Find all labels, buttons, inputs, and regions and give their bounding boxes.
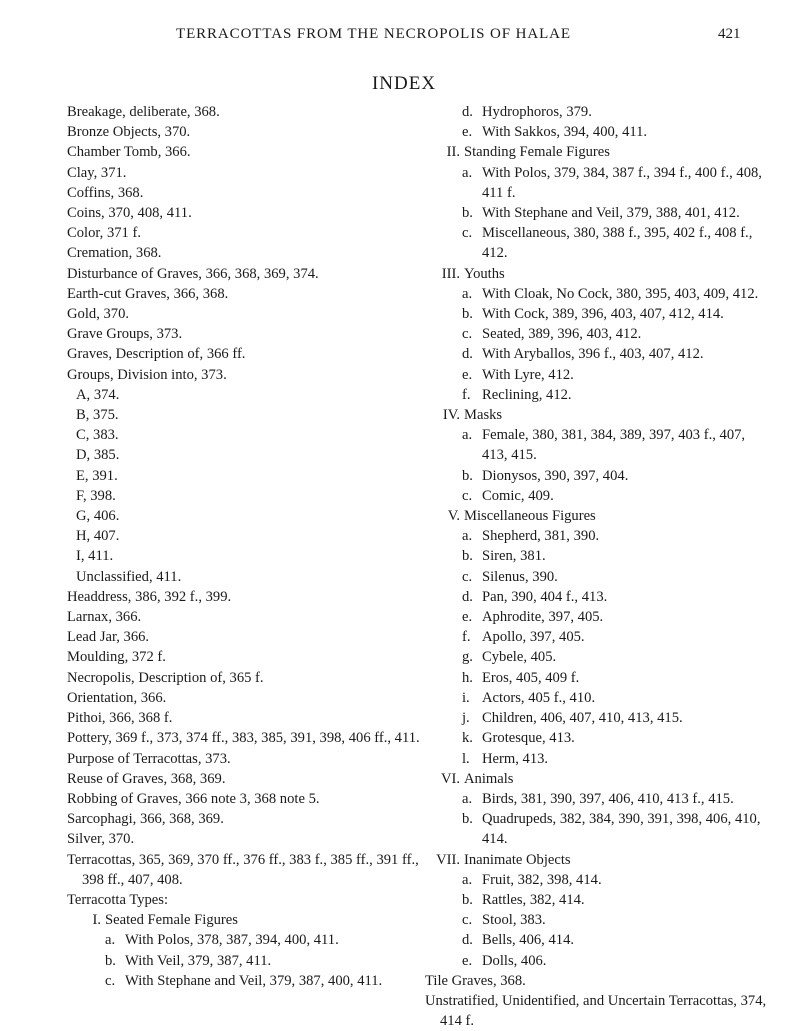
subentry-letter: a. (462, 427, 473, 444)
subentry-text: Comic, 409. (482, 487, 554, 504)
subentry-text: Children, 406, 407, 410, 413, 415. (482, 710, 683, 727)
subentry-text: Hydrophoros, 379. (482, 104, 592, 120)
subentry-letter: b. (462, 467, 473, 484)
subentry-letter: a. (462, 790, 473, 807)
index-group-entry: A, 374. (76, 386, 120, 403)
subentry-letter: k. (462, 730, 473, 747)
subentry-letter: c. (462, 568, 473, 585)
index-group-entry: D, 385. (76, 447, 120, 464)
page-number: 421 (718, 26, 741, 42)
index-right-column (425, 102, 770, 1031)
subentry-text: Pan, 390, 404 f., 413. (482, 588, 608, 605)
index-entry: Pithoi, 366, 368 f. (67, 710, 173, 727)
index-entry: Reuse of Graves, 368, 369. (67, 770, 226, 787)
subentry-text: With Sakkos, 394, 400, 411. (482, 124, 648, 141)
index-subentry (425, 930, 770, 950)
index-group-entry: E, 391. (76, 467, 118, 484)
index-entry: Gold, 370. (67, 306, 130, 323)
subentry-text: Herm, 413. (482, 750, 549, 767)
category-numeral: IV. (442, 407, 460, 424)
index-entry: Grave Groups, 373. (67, 326, 183, 343)
subentry-text: Bells, 406, 414. (482, 932, 575, 949)
index-subentry (425, 526, 770, 546)
subentry-letter: d. (462, 104, 473, 120)
index-entry: Silver, 370. (67, 831, 135, 848)
category-label: Seated Female Figures (105, 912, 238, 929)
index-group-entry: B, 375. (76, 407, 119, 424)
index-subentry (425, 951, 770, 971)
subentry-text: Grotesque, 413. (482, 730, 575, 747)
index-subentry (425, 324, 770, 344)
category-label: Youths (464, 265, 505, 282)
index-subentry (425, 567, 770, 587)
category-label: Masks (464, 407, 503, 424)
subentry-text: With Cloak, No Cock, 380, 395, 403, 409, 412. (482, 285, 759, 302)
index-subentry (425, 627, 770, 647)
subentry-text: Aphrodite, 397, 405. (482, 609, 604, 626)
index-category (425, 506, 770, 526)
subentry-text: Dionysos, 390, 397, 404. (482, 467, 629, 484)
subentry-text: Birds, 381, 390, 397, 406, 410, 413 f., 415. (482, 790, 734, 807)
index-entry: Coffins, 368. (67, 184, 144, 201)
subentry-text: With Cock, 389, 396, 403, 407, 412, 414. (482, 306, 724, 323)
index-category (425, 850, 770, 870)
index-group-entry: Unclassified, 411. (76, 568, 182, 585)
subentry-letter: a. (462, 164, 473, 181)
index-entry: Tile Graves, 368. (425, 972, 526, 989)
index-entry: Cremation, 368. (67, 245, 162, 262)
subentry-text: Shepherd, 381, 390. (482, 528, 600, 545)
subentry-letter: e. (462, 366, 473, 383)
index-subentry (425, 708, 770, 728)
subentry-letter: d. (462, 932, 473, 949)
subentry-letter: c. (462, 912, 473, 929)
index-subentry (425, 749, 770, 769)
index-subentry (425, 102, 770, 122)
subentry-text: Dolls, 406. (482, 952, 547, 969)
subentry-text: Female, 380, 381, 384, 389, 397, 403 f., 407, 413, 415. (482, 427, 746, 464)
index-subentry (425, 486, 770, 506)
subentry-letter: a. (462, 871, 473, 888)
category-numeral: I. (92, 912, 101, 929)
subentry-text: With Lyre, 412. (482, 366, 574, 383)
index-entry: Disturbance of Graves, 366, 368, 369, 374. (67, 265, 319, 282)
index-entry: Pottery, 369 f., 373, 374 ff., 383, 385, 391, 398, 406 ff., 411. (67, 730, 420, 747)
running-head: TERRACOTTAS FROM THE NECROPOLIS OF HALAE (176, 26, 571, 42)
index-category (425, 264, 770, 284)
subentry-letter: b. (462, 548, 473, 565)
index-entry: Headdress, 386, 392 f., 399. (67, 588, 232, 605)
subentry-letter: e. (462, 952, 473, 969)
subentry-letter: b. (462, 891, 473, 908)
index-entry: Clay, 371. (67, 164, 127, 181)
subentry-text: With Aryballos, 396 f., 403, 407, 412. (482, 346, 704, 363)
index-group-entry: I, 411. (76, 548, 114, 565)
category-numeral: II. (446, 144, 460, 161)
subentry-letter: e. (462, 124, 473, 141)
index-entry: Graves, Description of, 366 ff. (67, 346, 246, 363)
index-entry: Larnax, 366. (67, 609, 142, 626)
index-subentry (425, 203, 770, 223)
category-numeral: VI. (440, 770, 460, 787)
subentry-text: Stool, 383. (482, 912, 546, 929)
subentry-text: Apollo, 397, 405. (482, 629, 585, 646)
index-title: INDEX (371, 73, 437, 94)
subentry-letter: e. (462, 609, 473, 626)
subentry-letter: c. (462, 487, 473, 504)
subentry-text: With Polos, 379, 384, 387 f., 394 f., 400 f., 408, 411 f. (482, 164, 762, 201)
index-subentry (425, 425, 770, 465)
category-numeral: VII. (436, 851, 460, 868)
index-entry: Sarcophagi, 366, 368, 369. (67, 811, 224, 828)
index-entry: Purpose of Terracottas, 373. (67, 750, 231, 767)
index-group-entry: H, 407. (76, 528, 120, 545)
subentry-text: Eros, 405, 409 f. (482, 669, 580, 686)
index-subentry (425, 809, 770, 849)
index-group-entry: C, 383. (76, 427, 119, 444)
index-subentry (425, 466, 770, 486)
index-subentry (425, 890, 770, 910)
index-category (425, 142, 770, 162)
subentry-letter: b. (105, 952, 116, 969)
index-entry: Unstratified, Unidentified, and Uncertain Terracottas, 374, 414 f. (425, 992, 767, 1030)
subentry-letter: h. (462, 669, 473, 686)
index-subentry (67, 951, 422, 971)
index-subentry (425, 668, 770, 688)
subentry-text: Miscellaneous, 380, 388 f., 395, 402 f., 408 f., 412. (482, 225, 753, 262)
subentry-text: Reclining, 412. (482, 386, 572, 403)
subentry-letter: c. (462, 225, 473, 242)
subentry-letter: j. (462, 710, 470, 727)
category-label: Standing Female Figures (464, 144, 610, 161)
subentry-letter: d. (462, 346, 473, 363)
subentry-text: Fruit, 382, 398, 414. (482, 871, 602, 888)
index-subentry (425, 688, 770, 708)
subentry-text: Siren, 381. (482, 548, 546, 565)
index-category (425, 405, 770, 425)
index-entry: Earth-cut Graves, 366, 368. (67, 285, 229, 302)
index-entry: Color, 371 f. (67, 225, 142, 242)
index-subentry (425, 546, 770, 566)
index-subentry (67, 971, 422, 991)
index-subentry (425, 284, 770, 304)
subentry-text: With Stephane and Veil, 379, 388, 401, 412. (482, 205, 740, 222)
index-entry: Lead Jar, 366. (67, 629, 150, 646)
index-subentry (425, 910, 770, 930)
category-label: Inanimate Objects (464, 851, 571, 868)
subentry-letter: a. (462, 285, 473, 302)
index-subentry (425, 365, 770, 385)
subentry-text: Seated, 389, 396, 403, 412. (482, 326, 642, 343)
subentry-text: Rattles, 382, 414. (482, 891, 585, 908)
index-entry: Chamber Tomb, 366. (67, 144, 191, 161)
index-subentry (67, 930, 422, 950)
subentry-letter: d. (462, 588, 473, 605)
subentry-letter: b. (462, 811, 473, 828)
index-subentry (425, 587, 770, 607)
subentry-letter: a. (105, 932, 116, 949)
index-entry: Terracotta Types: (67, 891, 169, 908)
subentry-letter: f. (462, 629, 471, 646)
index-subentry (425, 385, 770, 405)
index-subentry (425, 122, 770, 142)
subentry-text: Quadrupeds, 382, 384, 390, 391, 398, 406, 410, 414. (482, 811, 761, 848)
index-subentry (425, 304, 770, 324)
subentry-letter: i. (462, 689, 470, 706)
index-entry: Breakage, deliberate, 368. (67, 104, 220, 120)
subentry-letter: c. (105, 972, 116, 989)
index-entry: Robbing of Graves, 366 note 3, 368 note 5. (67, 790, 320, 807)
subentry-letter: c. (462, 326, 473, 343)
index-subentry (425, 728, 770, 748)
subentry-letter: b. (462, 306, 473, 323)
category-numeral: V. (447, 508, 460, 525)
index-subentry (425, 163, 770, 203)
index-entry: Coins, 370, 408, 411. (67, 205, 192, 222)
subentry-text: Actors, 405 f., 410. (482, 689, 596, 706)
index-category (425, 769, 770, 789)
index-subentry (425, 870, 770, 890)
category-numeral: III. (441, 265, 460, 282)
subentry-letter: f. (462, 386, 471, 403)
index-entry: Necropolis, Description of, 365 f. (67, 669, 264, 686)
index-subentry (425, 344, 770, 364)
subentry-letter: a. (462, 528, 473, 545)
index-left-column (67, 102, 422, 991)
index-entry: Moulding, 372 f. (67, 649, 166, 666)
index-category (67, 910, 422, 930)
index-group-entry: G, 406. (76, 508, 120, 525)
index-subentry (425, 607, 770, 627)
index-entry: Bronze Objects, 370. (67, 124, 191, 141)
category-label: Animals (464, 770, 514, 787)
category-label: Miscellaneous Figures (464, 508, 596, 525)
subentry-letter: g. (462, 649, 473, 666)
subentry-letter: b. (462, 205, 473, 222)
index-group-entry: F, 398. (76, 487, 116, 504)
index-subentry (425, 647, 770, 667)
subentry-text: With Stephane and Veil, 379, 387, 400, 411. (125, 972, 383, 989)
subentry-text: With Veil, 379, 387, 411. (125, 952, 272, 969)
subentry-letter: l. (462, 750, 470, 767)
index-entry: Groups, Division into, 373. (67, 366, 227, 383)
subentry-text: With Polos, 378, 387, 394, 400, 411. (125, 932, 339, 949)
index-entry: Terracottas, 365, 369, 370 ff., 376 ff., 383 f., 385 ff., 391 ff., 398 ff., 407, 408. (67, 851, 419, 888)
subentry-text: Cybele, 405. (482, 649, 557, 666)
index-entry: Orientation, 366. (67, 689, 167, 706)
index-subentry (425, 789, 770, 809)
index-subentry (425, 223, 770, 263)
subentry-text: Silenus, 390. (482, 568, 558, 585)
